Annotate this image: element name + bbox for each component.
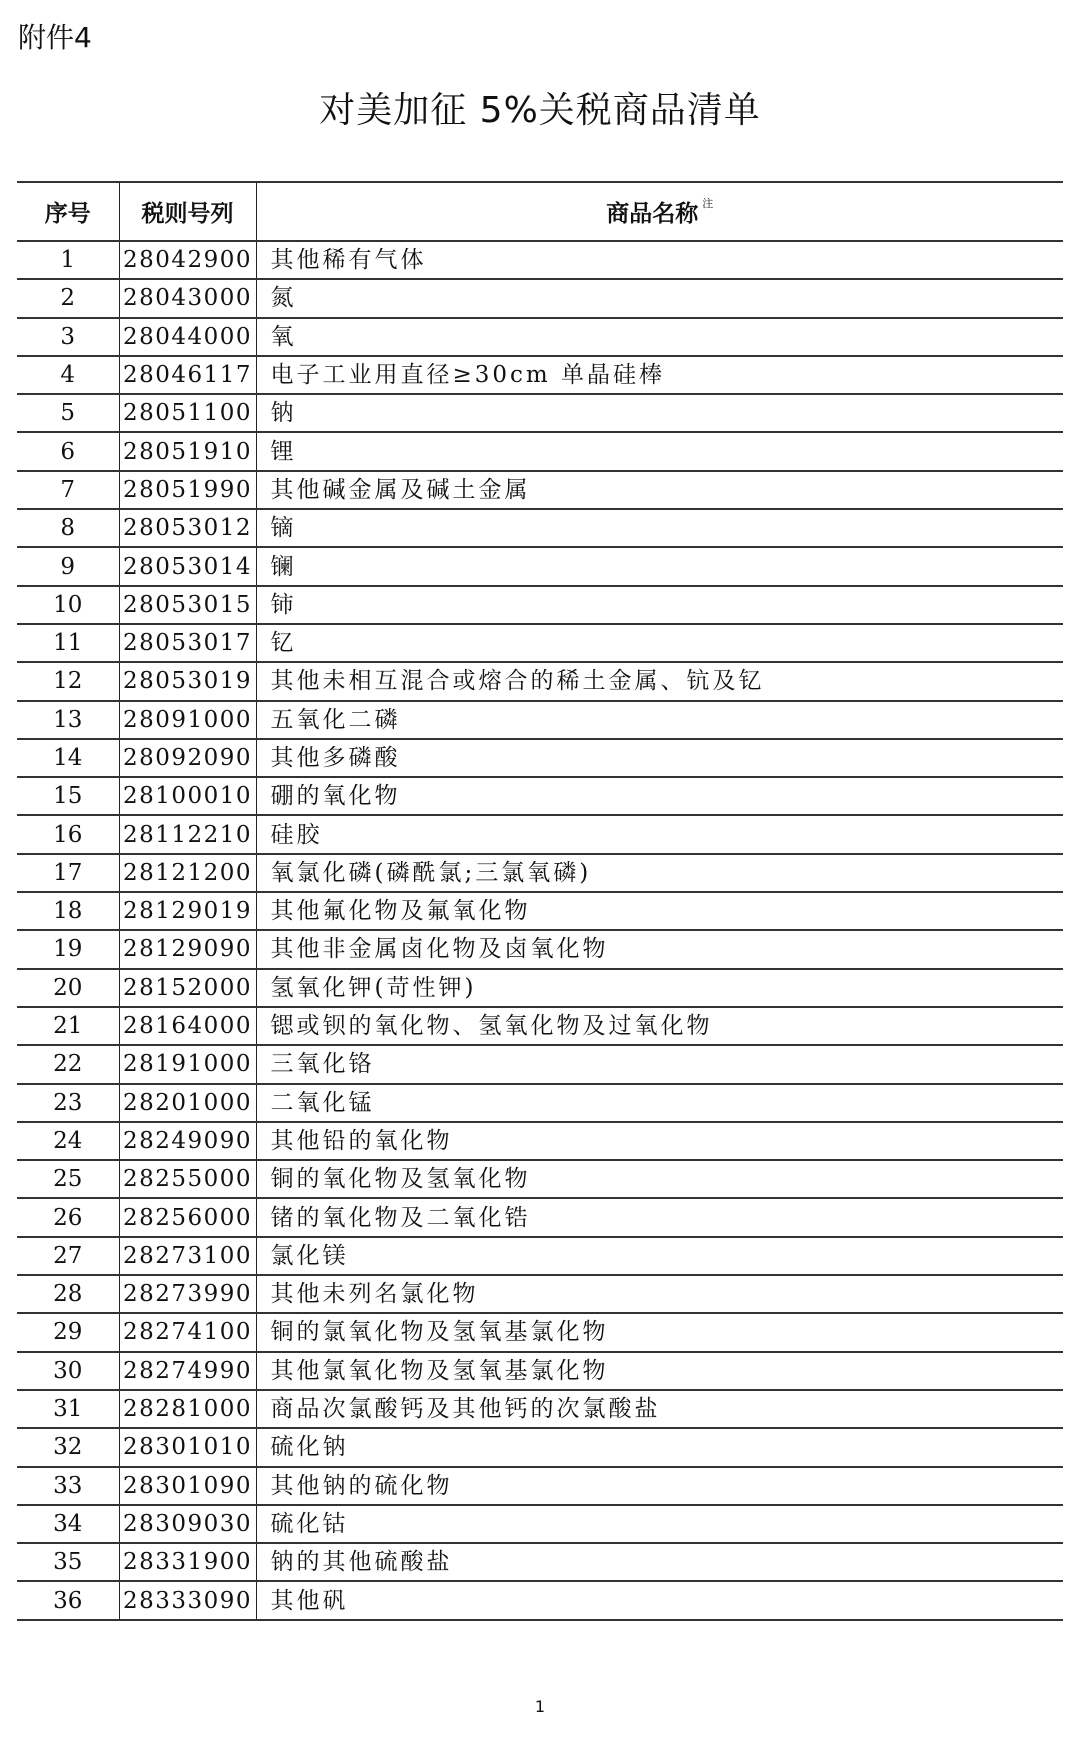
table-row (17, 1352, 1063, 1390)
cell-code: 28164000 (119, 1007, 256, 1045)
cell-code: 28053014 (119, 547, 256, 585)
cell-seq: 11 (17, 624, 119, 662)
table-row (17, 1160, 1063, 1198)
cell-name: 其他碱金属及碱土金属 (256, 471, 1063, 509)
cell-name: 钠的其他硫酸盐 (256, 1543, 1063, 1581)
cell-name: 铜的氧化物及氢氧化物 (256, 1160, 1063, 1198)
cell-name: 其他稀有气体 (256, 241, 1063, 279)
cell-seq: 32 (17, 1428, 119, 1466)
cell-name: 硼的氧化物 (256, 777, 1063, 815)
table-row (17, 701, 1063, 739)
cell-code: 28309030 (119, 1505, 256, 1543)
cell-seq: 14 (17, 739, 119, 777)
cell-code: 28333090 (119, 1581, 256, 1619)
table-row (17, 892, 1063, 930)
cell-code: 28092090 (119, 739, 256, 777)
cell-name: 其他未列名氯化物 (256, 1275, 1063, 1313)
cell-seq: 19 (17, 930, 119, 968)
cell-seq: 10 (17, 586, 119, 624)
cell-code: 28112210 (119, 815, 256, 853)
cell-code: 28044000 (119, 318, 256, 356)
cell-seq: 12 (17, 662, 119, 700)
cell-code: 28042900 (119, 241, 256, 279)
cell-seq: 15 (17, 777, 119, 815)
cell-name: 锶或钡的氧化物、氢氧化物及过氧化物 (256, 1007, 1063, 1045)
cell-code: 28046117 (119, 356, 256, 394)
cell-code: 28191000 (119, 1045, 256, 1083)
cell-code: 28053017 (119, 624, 256, 662)
cell-name: 镝 (256, 509, 1063, 547)
cell-name: 硫化钠 (256, 1428, 1063, 1466)
table-row (17, 1275, 1063, 1313)
table-row (17, 279, 1063, 317)
cell-seq: 13 (17, 701, 119, 739)
table-row (17, 662, 1063, 700)
table-row (17, 1198, 1063, 1236)
cell-code: 28331900 (119, 1543, 256, 1581)
cell-seq: 30 (17, 1352, 119, 1390)
cell-name: 商品次氯酸钙及其他钙的次氯酸盐 (256, 1390, 1063, 1428)
cell-name: 三氧化铬 (256, 1045, 1063, 1083)
cell-name: 其他氯氧化物及氢氧基氯化物 (256, 1352, 1063, 1390)
cell-name: 硅胶 (256, 815, 1063, 853)
table-row (17, 1313, 1063, 1351)
cell-code: 28121200 (119, 854, 256, 892)
table-row (17, 241, 1063, 279)
cell-code: 28053015 (119, 586, 256, 624)
cell-name: 其他钠的硫化物 (256, 1467, 1063, 1505)
table-row (17, 1467, 1063, 1505)
cell-name: 锂 (256, 432, 1063, 470)
cell-code: 28051990 (119, 471, 256, 509)
header-seq: 序号 (17, 182, 119, 241)
cell-seq: 29 (17, 1313, 119, 1351)
cell-code: 28249090 (119, 1122, 256, 1160)
cell-name: 氮 (256, 279, 1063, 317)
cell-seq: 31 (17, 1390, 119, 1428)
cell-seq: 9 (17, 547, 119, 585)
cell-code: 28255000 (119, 1160, 256, 1198)
cell-name: 其他铅的氧化物 (256, 1122, 1063, 1160)
page-number: 1 (534, 1697, 546, 1716)
cell-name: 钇 (256, 624, 1063, 662)
cell-name: 电子工业用直径≥30cm 单晶硅棒 (256, 356, 1063, 394)
cell-seq: 5 (17, 394, 119, 432)
cell-seq: 24 (17, 1122, 119, 1160)
cell-seq: 2 (17, 279, 119, 317)
table-row (17, 854, 1063, 892)
cell-seq: 33 (17, 1467, 119, 1505)
cell-name: 氧氯化磷(磷酰氯;三氯氧磷) (256, 854, 1063, 892)
cell-seq: 7 (17, 471, 119, 509)
cell-code: 28129019 (119, 892, 256, 930)
cell-name: 氧 (256, 318, 1063, 356)
cell-name: 氯化镁 (256, 1237, 1063, 1275)
cell-code: 28281000 (119, 1390, 256, 1428)
cell-name: 五氧化二磷 (256, 701, 1063, 739)
cell-code: 28100010 (119, 777, 256, 815)
cell-name: 铜的氯氧化物及氢氧基氯化物 (256, 1313, 1063, 1351)
cell-code: 28256000 (119, 1198, 256, 1236)
cell-seq: 18 (17, 892, 119, 930)
table-row (17, 1428, 1063, 1466)
table-row (17, 432, 1063, 470)
cell-code: 28091000 (119, 701, 256, 739)
table-row (17, 930, 1063, 968)
table-header-row (17, 182, 1063, 241)
table-row (17, 586, 1063, 624)
cell-seq: 35 (17, 1543, 119, 1581)
cell-code: 28053012 (119, 509, 256, 547)
header-name (256, 182, 1063, 241)
table-row (17, 394, 1063, 432)
cell-name: 氢氧化钾(苛性钾) (256, 969, 1063, 1007)
cell-seq: 26 (17, 1198, 119, 1236)
cell-code: 28129090 (119, 930, 256, 968)
cell-code: 28301090 (119, 1467, 256, 1505)
cell-name: 其他氟化物及氟氧化物 (256, 892, 1063, 930)
table-row (17, 509, 1063, 547)
table-row (17, 356, 1063, 394)
cell-seq: 21 (17, 1007, 119, 1045)
table-row (17, 1543, 1063, 1581)
table-row (17, 318, 1063, 356)
table-row (17, 1045, 1063, 1083)
cell-code: 28301010 (119, 1428, 256, 1466)
cell-seq: 16 (17, 815, 119, 853)
cell-seq: 22 (17, 1045, 119, 1083)
table-row (17, 624, 1063, 662)
cell-code: 28051100 (119, 394, 256, 432)
table-row (17, 1581, 1063, 1619)
cell-code: 28273990 (119, 1275, 256, 1313)
cell-name: 其他多磷酸 (256, 739, 1063, 777)
cell-seq: 28 (17, 1275, 119, 1313)
table-row (17, 969, 1063, 1007)
table-row (17, 1122, 1063, 1160)
table-row (17, 547, 1063, 585)
cell-code: 28274990 (119, 1352, 256, 1390)
cell-seq: 23 (17, 1084, 119, 1122)
cell-name: 其他未相互混合或熔合的稀土金属、钪及钇 (256, 662, 1063, 700)
cell-name: 硫化钴 (256, 1505, 1063, 1543)
cell-name: 锗的氧化物及二氧化锆 (256, 1198, 1063, 1236)
table-row (17, 1084, 1063, 1122)
cell-name: 钠 (256, 394, 1063, 432)
tariff-goods-table (17, 181, 1063, 1621)
header-name-label: 商品名称 (606, 201, 699, 227)
table-row (17, 471, 1063, 509)
cell-seq: 17 (17, 854, 119, 892)
cell-code: 28273100 (119, 1237, 256, 1275)
table-row (17, 1505, 1063, 1543)
table-row (17, 777, 1063, 815)
cell-code: 28152000 (119, 969, 256, 1007)
cell-code: 28043000 (119, 279, 256, 317)
cell-name: 镧 (256, 547, 1063, 585)
attachment-label: 附件4 (18, 21, 92, 54)
cell-name: 其他非金属卤化物及卤氧化物 (256, 930, 1063, 968)
cell-seq: 6 (17, 432, 119, 470)
cell-seq: 20 (17, 969, 119, 1007)
header-code: 税则号列 (119, 182, 256, 241)
cell-seq: 34 (17, 1505, 119, 1543)
cell-name: 铈 (256, 586, 1063, 624)
table-row (17, 1237, 1063, 1275)
table-row (17, 1390, 1063, 1428)
table-row (17, 739, 1063, 777)
header-name-note: 注 (702, 197, 714, 210)
cell-seq: 4 (17, 356, 119, 394)
cell-code: 28051910 (119, 432, 256, 470)
cell-name: 其他矾 (256, 1581, 1063, 1619)
table-row (17, 1007, 1063, 1045)
table-row (17, 815, 1063, 853)
cell-seq: 1 (17, 241, 119, 279)
document-title: 对美加征 5%关税商品清单 (319, 90, 761, 131)
cell-seq: 36 (17, 1581, 119, 1619)
cell-seq: 8 (17, 509, 119, 547)
cell-code: 28201000 (119, 1084, 256, 1122)
cell-code: 28274100 (119, 1313, 256, 1351)
cell-seq: 25 (17, 1160, 119, 1198)
cell-code: 28053019 (119, 662, 256, 700)
cell-name: 二氧化锰 (256, 1084, 1063, 1122)
cell-seq: 3 (17, 318, 119, 356)
cell-seq: 27 (17, 1237, 119, 1275)
